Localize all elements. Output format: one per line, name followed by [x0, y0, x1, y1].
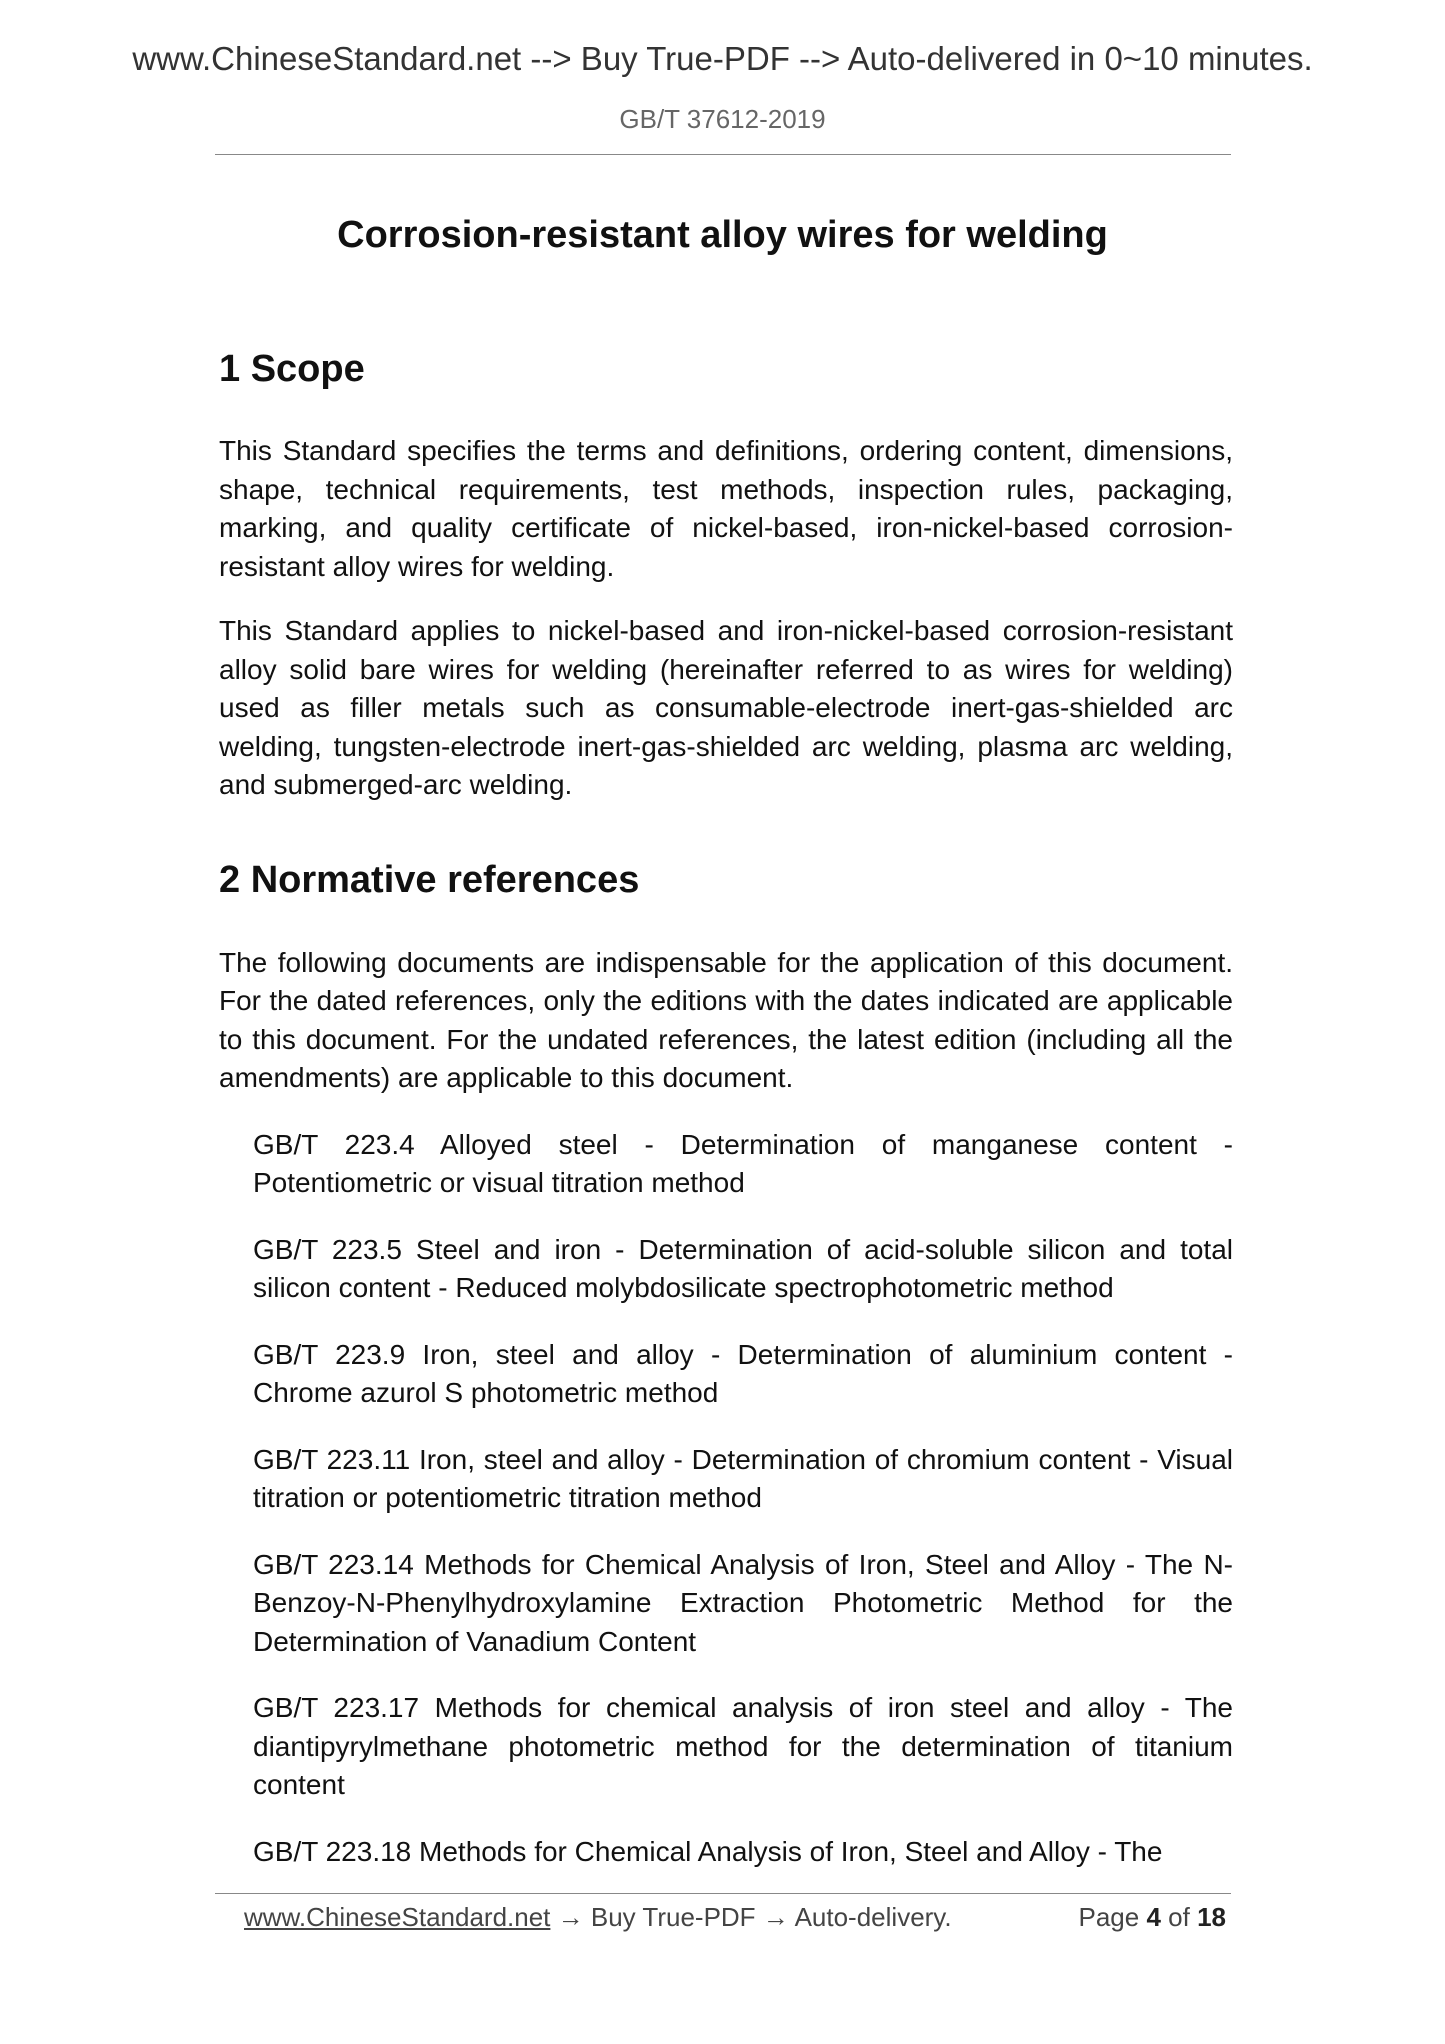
current-page-number: 4	[1146, 1902, 1161, 1932]
section-heading-scope: 1 Scope	[219, 348, 365, 390]
scope-paragraph-1: This Standard specifies the terms and definitions, ordering content, dimensions, shape, technical requirements, test methods, inspection rules, packaging, marking, and quality certificate of nickel-based, iron-nickel-based corrosion-resistant alloy wires for welding.	[219, 435, 1233, 582]
footer-divider	[215, 1893, 1231, 1894]
reference-item: GB/T 223.4 Alloyed steel - Determination of manganese content - Potentiometric or visual titration method	[253, 1128, 1233, 1198]
reference-item: GB/T 223.18 Methods for Chemical Analysis of Iron, Steel and Alloy - The	[253, 1835, 1163, 1867]
references-intro-paragraph: The following documents are indispensable for the application of this document. For the dated references, only the editions with the dates indicated are applicable to this document. For the undated references, the latest edition (including all the amendments) are applicable to this document.	[219, 946, 1233, 1093]
footer-promo-text: → Buy True-PDF → Auto-delivery.	[550, 1902, 952, 1932]
section-heading-normative-references: 2 Normative references	[219, 858, 640, 901]
page-indicator	[1078, 1902, 1226, 1933]
page-label: Page	[1078, 1902, 1140, 1932]
document-body	[219, 348, 1233, 1871]
scope-paragraph-2: This Standard applies to nickel-based and iron-nickel-based corrosion-resistant alloy solid bare wires for welding (hereinafter referred to as wires for welding) used as filler metals such as consumable-electrode inert-gas-shielded arc welding, tungsten-electrode inert-gas-shielded arc welding, plasma arc welding, and submerged-arc welding.	[219, 615, 1233, 800]
page-of-label: of	[1168, 1902, 1190, 1932]
document-title: Corrosion-resistant alloy wires for welding	[337, 214, 1108, 256]
total-pages-number: 18	[1197, 1902, 1226, 1932]
reference-item: GB/T 223.11 Iron, steel and alloy - Determination of chromium content - Visual titration or potentiometric titration method	[253, 1443, 1233, 1513]
reference-item: GB/T 223.14 Methods for Chemical Analysis of Iron, Steel and Alloy - The N-Benzoy-N-Phenylhydroxylamine Extraction Photometric Method for the Determination of Vanadium Content	[253, 1548, 1233, 1657]
top-banner: www.ChineseStandard.net --> Buy True-PDF --> Auto-delivered in 0~10 minutes.	[132, 40, 1313, 77]
page-footer	[244, 1902, 1230, 1933]
reference-item: GB/T 223.5 Steel and iron - Determination of acid-soluble silicon and total silicon content - Reduced molybdosilicate spectrophotometric method	[253, 1233, 1233, 1303]
footer-website-link[interactable]: www.ChineseStandard.net	[244, 1902, 551, 1932]
header-divider	[215, 154, 1231, 155]
reference-item: GB/T 223.9 Iron, steel and alloy - Determination of aluminium content - Chrome azurol S photometric method	[253, 1338, 1233, 1408]
reference-item: GB/T 223.17 Methods for chemical analysis of iron steel and alloy - The diantipyrylmethane photometric method for the determination of titanium content	[253, 1692, 1233, 1800]
standard-code: GB/T 37612-2019	[619, 104, 826, 134]
